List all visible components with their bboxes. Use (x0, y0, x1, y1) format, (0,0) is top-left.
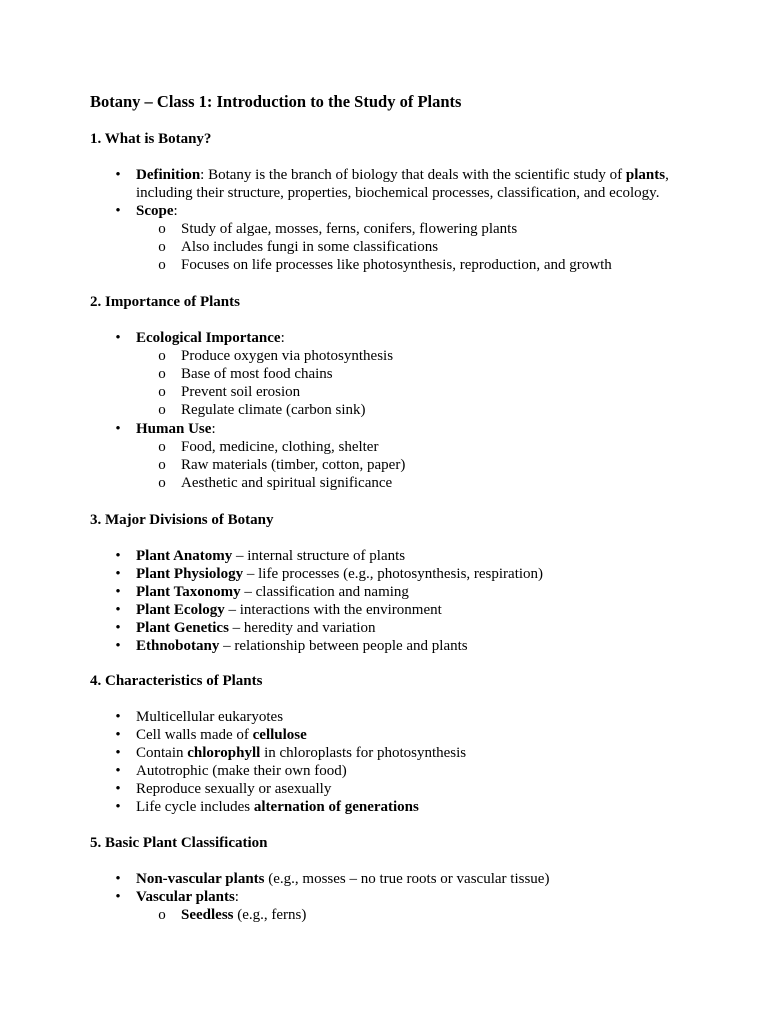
scope-subitem: Focuses on life processes like photosynthesis, reproduction, and growth (181, 257, 612, 273)
division-term: Plant Genetics (136, 620, 229, 636)
bullet: • (115, 203, 121, 219)
vascular-term: Vascular plants (136, 889, 235, 905)
sub-bullet: o (158, 221, 166, 237)
sub-bullet: o (158, 239, 166, 255)
definition-bold-word: plants (625, 167, 666, 183)
division-desc: – relationship between people and plants (219, 638, 468, 654)
division-term: Plant Anatomy (136, 548, 233, 564)
division-term: Plant Physiology (136, 566, 244, 582)
characteristic-item (136, 708, 283, 726)
nonvascular-term: Non-vascular plants (136, 871, 265, 887)
section-heading-divisions: 3. Major Divisions of Botany (90, 512, 274, 528)
human-use-subitem: Aesthetic and spiritual significance (181, 475, 393, 491)
characteristic-text: Autotrophic (make their own food) (136, 763, 347, 779)
division-desc: – life processes (e.g., photosynthesis, respiration) (243, 566, 544, 582)
ecological-colon: : (280, 330, 285, 346)
human-use-subitem: Raw materials (timber, cotton, paper) (181, 457, 406, 473)
document-title: Botany – Class 1: Introduction to the Study of Plants (90, 92, 462, 111)
bullet: • (115, 763, 121, 779)
division-term: Plant Taxonomy (136, 584, 241, 600)
characteristic-item (136, 744, 466, 762)
section-heading-characteristics: 4. Characteristics of Plants (90, 673, 263, 689)
characteristic-bold: alternation of generations (253, 799, 419, 815)
characteristic-bold: cellulose (252, 727, 307, 743)
scope-term: Scope (136, 203, 174, 219)
definition-item (136, 166, 669, 184)
characteristic-text: Multicellular eukaryotes (136, 709, 284, 725)
bullet: • (115, 566, 121, 582)
division-term: Ethnobotany (136, 638, 220, 654)
characteristic-text: Contain (136, 745, 188, 761)
scope-colon: : (173, 203, 178, 219)
seedless-item (181, 906, 306, 924)
bullet: • (115, 330, 121, 346)
sub-bullet: o (158, 348, 166, 364)
human-use-item (136, 420, 216, 438)
bullet: • (115, 602, 121, 618)
sub-bullet: o (158, 475, 166, 491)
ecological-subitem: Base of most food chains (181, 366, 333, 382)
characteristic-item (136, 762, 347, 780)
bullet: • (115, 421, 121, 437)
sub-bullet: o (158, 457, 166, 473)
bullet: • (115, 638, 121, 654)
characteristic-bold: chlorophyll (187, 745, 261, 761)
characteristic-item (136, 798, 419, 816)
bullet: • (115, 709, 121, 725)
division-item (136, 547, 405, 565)
ecological-subitem: Prevent soil erosion (181, 384, 301, 400)
bullet: • (115, 889, 121, 905)
sub-bullet: o (158, 384, 166, 400)
division-desc: – interactions with the environment (224, 602, 442, 618)
bullet: • (115, 620, 121, 636)
definition-text: : Botany is the branch of biology that deals with the scientific study of (200, 167, 626, 183)
human-use-colon: : (211, 421, 216, 437)
vascular-colon: : (234, 889, 239, 905)
sub-bullet: o (158, 366, 166, 382)
characteristic-item (136, 780, 331, 798)
characteristic-text: Reproduce sexually or asexually (136, 781, 332, 797)
seedless-desc: (e.g., ferns) (233, 907, 307, 923)
sub-bullet: o (158, 907, 166, 923)
division-desc: – heredity and variation (228, 620, 376, 636)
bullet: • (115, 584, 121, 600)
sub-bullet: o (158, 402, 166, 418)
bullet: • (115, 727, 121, 743)
division-desc: – classification and naming (240, 584, 409, 600)
bullet: • (115, 781, 121, 797)
human-use-subitem: Food, medicine, clothing, shelter (181, 439, 379, 455)
section-heading-classification: 5. Basic Plant Classification (90, 835, 268, 851)
ecological-subitem: Produce oxygen via photosynthesis (181, 348, 394, 364)
ecological-term: Ecological Importance (136, 330, 281, 346)
section-heading-importance: 2. Importance of Plants (90, 294, 240, 310)
section-heading-what-is-botany: 1. What is Botany? (90, 131, 212, 147)
vascular-item (136, 888, 239, 906)
ecological-item (136, 329, 285, 347)
characteristic-text: Life cycle includes (136, 799, 254, 815)
bullet: • (115, 871, 121, 887)
scope-subitem: Study of algae, mosses, ferns, conifers, flowering plants (181, 221, 518, 237)
scope-subitem: Also includes fungi in some classifications (181, 239, 439, 255)
division-item (136, 601, 442, 619)
characteristic-text-after: in chloroplasts for photosynthesis (260, 745, 467, 761)
characteristic-item (136, 726, 307, 744)
nonvascular-item (136, 870, 549, 888)
bullet: • (115, 167, 121, 183)
bullet: • (115, 745, 121, 761)
division-term: Plant Ecology (136, 602, 225, 618)
scope-item (136, 202, 178, 220)
division-item (136, 583, 409, 601)
division-desc: – internal structure of plants (232, 548, 406, 564)
characteristic-text: Cell walls made of (136, 727, 253, 743)
ecological-subitem: Regulate climate (carbon sink) (181, 402, 366, 418)
division-item (136, 637, 468, 655)
division-item (136, 619, 376, 637)
definition-continuation: including their structure, properties, biochemical processes, classification, and ecology. (136, 185, 660, 201)
definition-term: Definition (136, 167, 201, 183)
sub-bullet: o (158, 439, 166, 455)
bullet: • (115, 548, 121, 564)
division-item (136, 565, 543, 583)
definition-comma: , (665, 167, 669, 183)
bullet: • (115, 799, 121, 815)
nonvascular-desc: (e.g., mosses – no true roots or vascular tissue) (264, 871, 550, 887)
human-use-term: Human Use (136, 421, 212, 437)
seedless-term: Seedless (181, 907, 234, 923)
sub-bullet: o (158, 257, 166, 273)
